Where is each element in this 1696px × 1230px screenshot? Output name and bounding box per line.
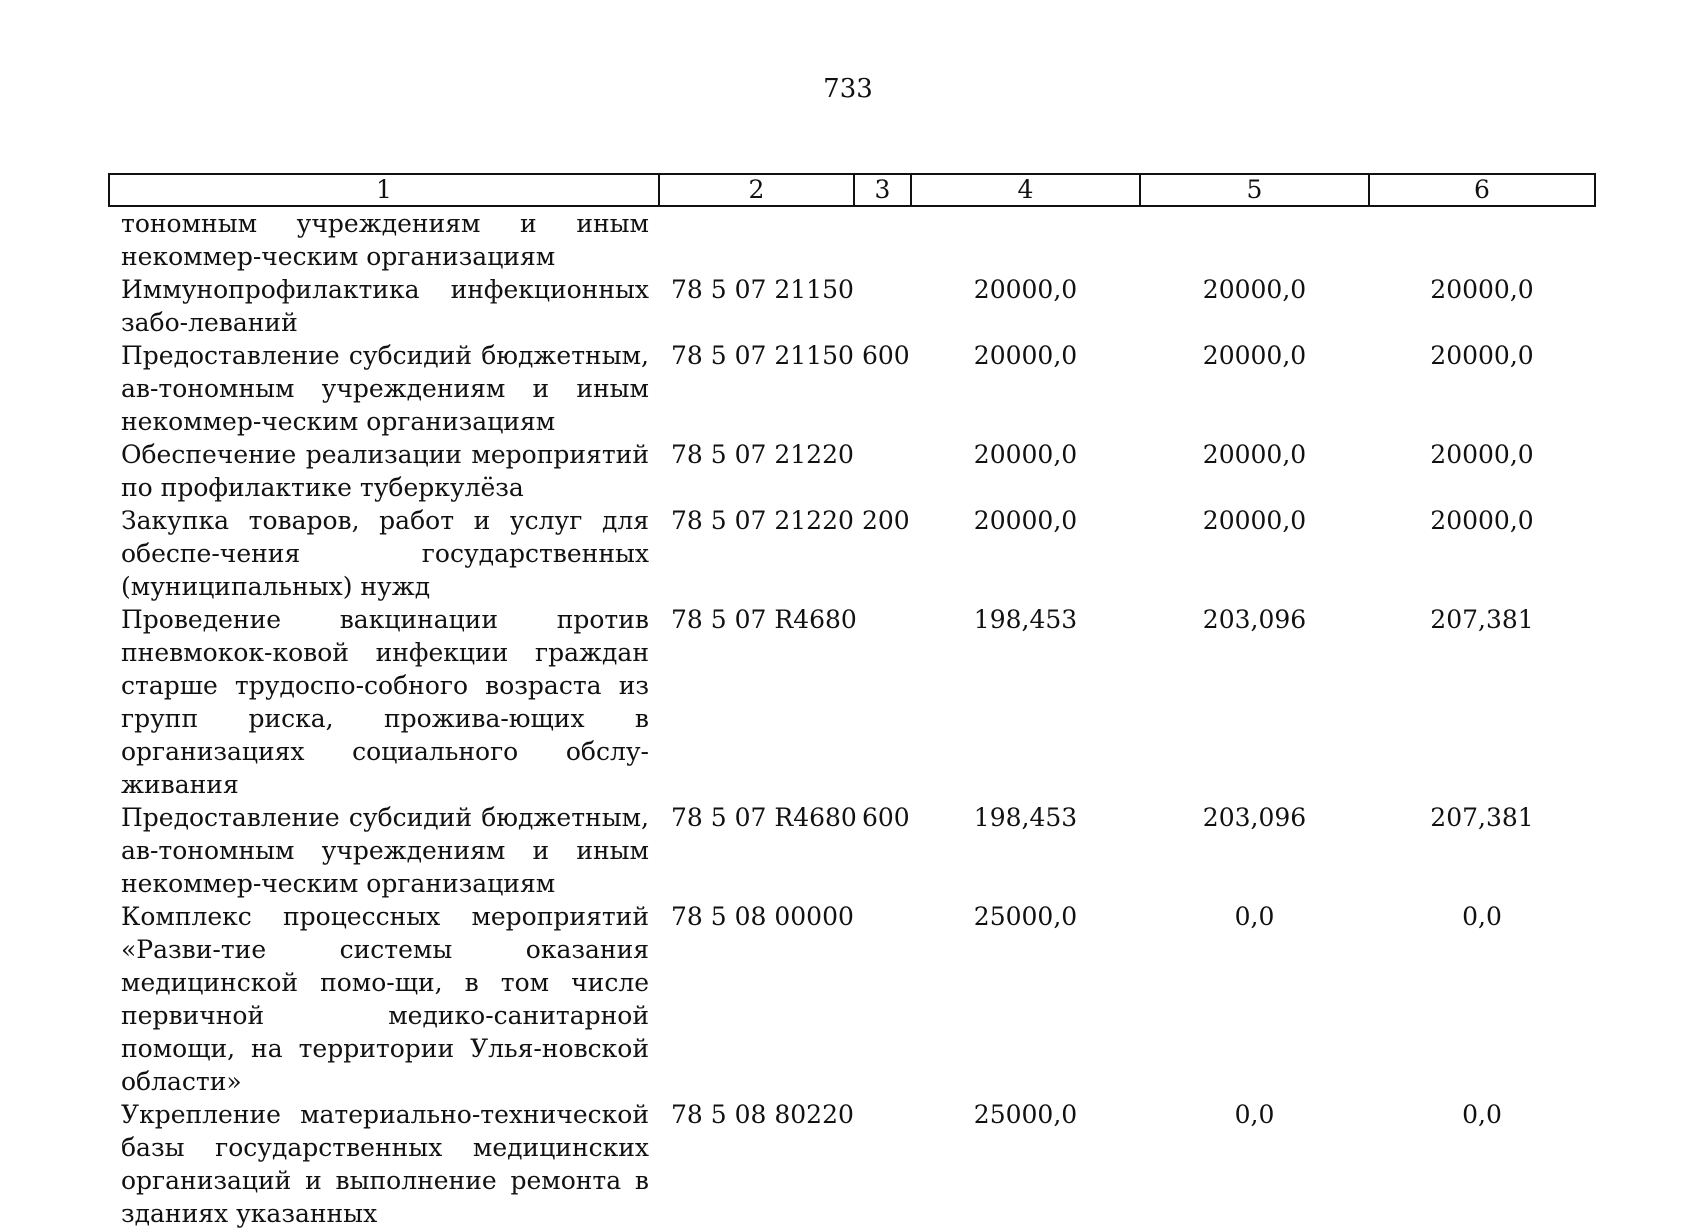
row-value-4: 20000,0 <box>973 440 1078 469</box>
table-row <box>109 273 1595 339</box>
row-code <box>659 206 854 273</box>
row-expense-type: 600 <box>862 341 910 370</box>
row-value-6: 20000,0 <box>1430 275 1534 304</box>
row-code: 78 5 07 21220 <box>671 506 854 535</box>
row-value-4: 20000,0 <box>973 506 1078 535</box>
row-value-6: 0,0 <box>1462 1100 1502 1129</box>
row-value-5: 20000,0 <box>1202 275 1307 304</box>
row-value-4: 198,453 <box>973 605 1078 634</box>
table-row <box>109 900 1595 1098</box>
table-row <box>109 438 1595 504</box>
row-value-5: 203,096 <box>1202 605 1307 634</box>
table-row <box>109 603 1595 801</box>
row-code: 78 5 08 00000 <box>671 902 854 931</box>
row-value-6: 207,381 <box>1430 605 1534 634</box>
row-code: 78 5 07 21220 <box>671 440 854 469</box>
header-row <box>109 174 1595 206</box>
header-col-2: 2 <box>659 174 854 206</box>
row-value-6: 0,0 <box>1462 902 1502 931</box>
row-value-5: 20000,0 <box>1202 440 1307 469</box>
row-value-4: 25000,0 <box>973 1100 1078 1129</box>
table-row <box>109 1098 1595 1230</box>
row-name: Предоставление субсидий бюджетным, ав-тономным учреждениям и иным некоммер-ческим организациям <box>121 803 649 898</box>
row-value-4: 25000,0 <box>973 902 1078 931</box>
table-row <box>109 339 1595 438</box>
row-name: Комплекс процессных мероприятий «Разви-тие системы оказания медицинской помо-щи, в том числе первичной медико-санитарной помощи, на территории Улья-новской области» <box>121 902 649 1096</box>
row-code: 78 5 08 80220 <box>671 1100 854 1129</box>
row-value-6: 207,381 <box>1430 803 1534 832</box>
row-name: Обеспечение реализации мероприятий по профилактике туберкулёза <box>121 440 649 502</box>
row-expense-type <box>854 273 911 339</box>
row-value-6: 20000,0 <box>1430 440 1534 469</box>
row-value-5: 20000,0 <box>1202 341 1307 370</box>
row-expense-type <box>854 603 911 801</box>
row-expense-type <box>854 438 911 504</box>
page-number: 733 <box>823 74 873 104</box>
row-value-6: 20000,0 <box>1430 341 1534 370</box>
row-value-4: 20000,0 <box>973 275 1078 304</box>
row-name: Укрепление материально-технической базы государственных медицинских организаций и выполнение ремонта в зданиях указанных <box>121 1100 649 1228</box>
row-name: Закупка товаров, работ и услуг для обеспе-чения государственных (муниципальных) нужд <box>121 506 649 601</box>
row-value-4: 198,453 <box>973 803 1078 832</box>
row-expense-type: 200 <box>862 506 910 535</box>
row-value-4 <box>911 206 1140 273</box>
budget-table <box>108 173 1596 1230</box>
row-value-5: 0,0 <box>1234 1100 1275 1129</box>
row-expense-type <box>854 900 911 1098</box>
row-name: тономным учреждениям и иным некоммер-ческим организациям <box>121 209 649 271</box>
table-row <box>109 206 1595 273</box>
row-value-5: 20000,0 <box>1202 506 1307 535</box>
row-expense-type <box>854 206 911 273</box>
row-name: Проведение вакцинации против пневмокок-ковой инфекции граждан старше трудоспо-собного возраста из групп риска, прожива-ющих в организациях социального обслу-живания <box>121 605 649 799</box>
row-name: Иммунопрофилактика инфекционных забо-леваний <box>121 275 649 337</box>
row-code: 78 5 07 21150 <box>671 341 854 370</box>
row-value-5: 0,0 <box>1234 902 1275 931</box>
row-value-5: 203,096 <box>1202 803 1307 832</box>
row-expense-type <box>854 1098 911 1230</box>
row-code: 78 5 07 R4680 <box>671 605 857 634</box>
row-value-6 <box>1369 206 1595 273</box>
row-value-4: 20000,0 <box>973 341 1078 370</box>
row-code: 78 5 07 R4680 <box>671 803 857 832</box>
row-name: Предоставление субсидий бюджетным, ав-тономным учреждениям и иным некоммер-ческим организациям <box>121 341 649 436</box>
header-col-5: 5 <box>1140 174 1369 206</box>
header-col-1: 1 <box>109 174 659 206</box>
row-expense-type: 600 <box>862 803 910 832</box>
header-col-6: 6 <box>1369 174 1595 206</box>
row-code: 78 5 07 21150 <box>671 275 854 304</box>
row-value-5 <box>1140 206 1369 273</box>
header-col-3: 3 <box>854 174 911 206</box>
header-col-4: 4 <box>911 174 1140 206</box>
table-row <box>109 504 1595 603</box>
row-value-6: 20000,0 <box>1430 506 1534 535</box>
table-row <box>109 801 1595 900</box>
